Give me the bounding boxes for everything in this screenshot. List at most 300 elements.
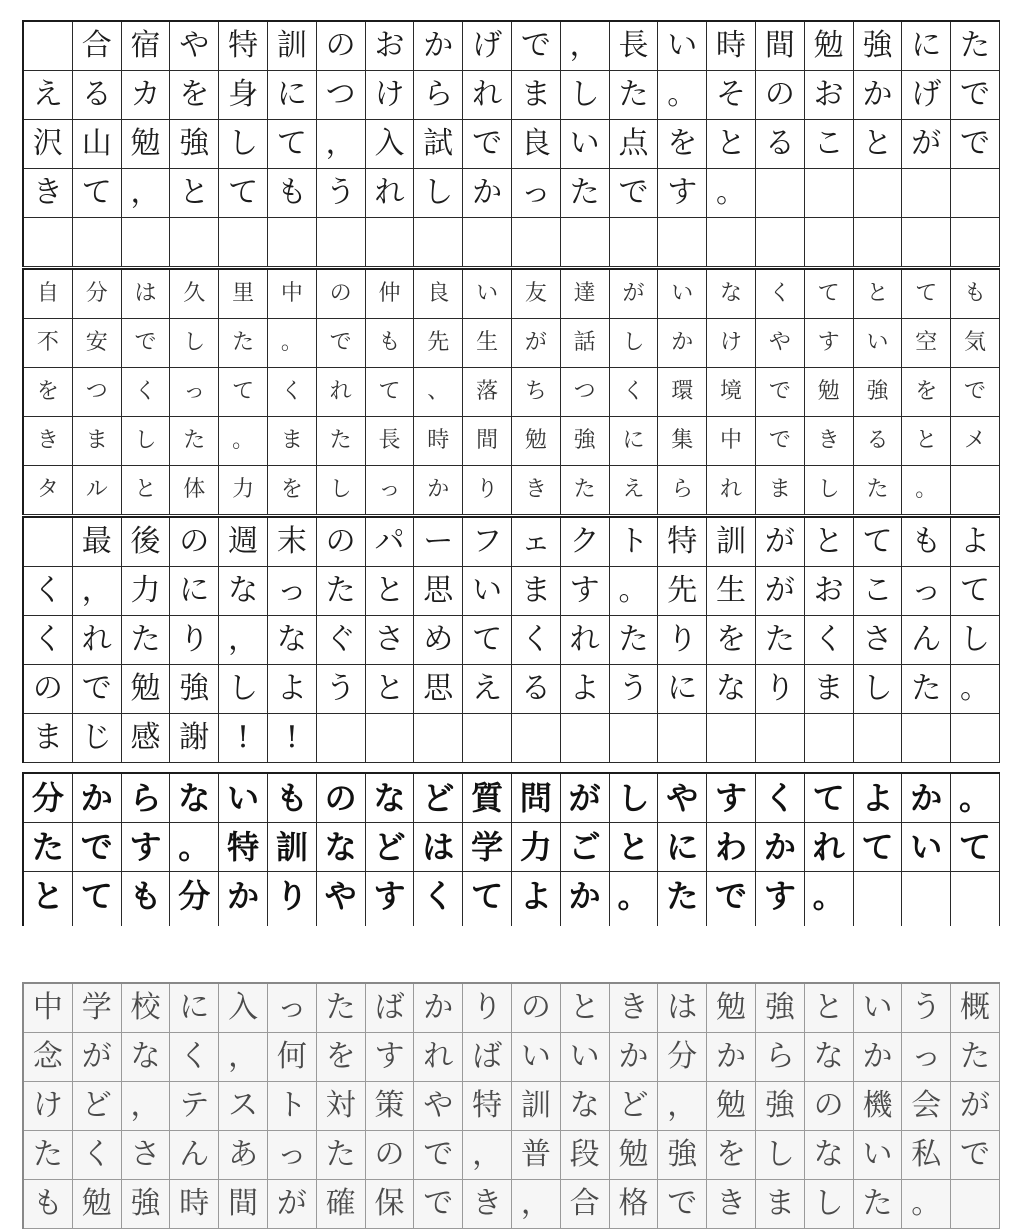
grid-cell <box>561 218 610 266</box>
grid-cell: に <box>658 823 707 871</box>
grid-cell: も <box>268 774 317 822</box>
grid-cell: で <box>951 1131 1000 1179</box>
grid-cell: よ <box>854 774 903 822</box>
grid-cell: に <box>658 665 707 713</box>
grid-cell: あ <box>219 1131 268 1179</box>
grid-cell: 勉 <box>122 120 171 168</box>
grid-cell: さ <box>854 616 903 664</box>
essay-sheet-3 <box>22 516 1000 763</box>
grid-cell <box>756 714 805 762</box>
grid-cell <box>512 218 561 266</box>
grid-cell: な <box>219 567 268 615</box>
essay-sheet-5 <box>22 982 1000 1229</box>
grid-cell <box>902 169 951 217</box>
grid-cell: げ <box>902 71 951 119</box>
grid-cell: え <box>610 466 659 514</box>
grid-cell: フ <box>463 518 512 566</box>
grid-cell <box>854 714 903 762</box>
grid-cell: 集 <box>658 417 707 465</box>
grid-cell: い <box>854 984 903 1032</box>
grid-cell: 感 <box>122 714 171 762</box>
grid-cell: で <box>658 1180 707 1228</box>
grid-cell: や <box>756 319 805 367</box>
grid-cell <box>512 714 561 762</box>
grid-cell: し <box>854 665 903 713</box>
grid-cell: い <box>902 823 951 871</box>
grid-cell: 安 <box>73 319 122 367</box>
grid-cell: す <box>366 1033 415 1081</box>
grid-cell: し <box>561 71 610 119</box>
grid-cell: よ <box>268 665 317 713</box>
grid-cell <box>951 872 1000 920</box>
grid-cell: か <box>756 823 805 871</box>
grid-cell: 時 <box>707 22 756 70</box>
grid-cell: ル <box>73 466 122 514</box>
grid-cell: き <box>805 417 854 465</box>
grid-cell: す <box>122 823 171 871</box>
grid-cell: う <box>902 984 951 1032</box>
grid-cell: で <box>756 417 805 465</box>
grid-cell <box>951 1180 1000 1228</box>
grid-row <box>24 984 1000 1033</box>
grid-cell: も <box>366 319 415 367</box>
grid-cell <box>854 872 903 920</box>
grid-sheet-3 <box>22 516 1000 763</box>
grid-cell: 思 <box>414 567 463 615</box>
grid-cell: ， <box>219 616 268 664</box>
grid-row <box>24 518 1000 567</box>
grid-cell: の <box>24 665 73 713</box>
grid-cell: 友 <box>512 270 561 318</box>
grid-cell: て <box>219 169 268 217</box>
grid-cell <box>805 169 854 217</box>
grid-cell: か <box>73 774 122 822</box>
grid-cell: ， <box>73 567 122 615</box>
grid-cell: う <box>610 665 659 713</box>
grid-cell: い <box>658 22 707 70</box>
grid-cell <box>658 218 707 266</box>
grid-cell: で <box>512 22 561 70</box>
grid-cell: 中 <box>24 984 73 1032</box>
grid-cell: な <box>268 616 317 664</box>
grid-cell: き <box>24 417 73 465</box>
grid-cell <box>951 466 1000 514</box>
grid-cell: な <box>122 1033 171 1081</box>
grid-cell: て <box>902 270 951 318</box>
grid-cell: 特 <box>463 1082 512 1130</box>
grid-cell: る <box>512 665 561 713</box>
grid-cell: り <box>170 616 219 664</box>
grid-cell <box>707 218 756 266</box>
grid-cell: し <box>951 616 1000 664</box>
grid-cell: 強 <box>122 1180 171 1228</box>
grid-cell: ち <box>512 368 561 416</box>
grid-cell: は <box>122 270 171 318</box>
grid-cell: 対 <box>317 1082 366 1130</box>
grid-cell: ， <box>463 1131 512 1179</box>
grid-cell: 長 <box>366 417 415 465</box>
grid-cell: 訓 <box>707 518 756 566</box>
grid-cell: っ <box>902 1033 951 1081</box>
grid-row <box>24 319 1000 368</box>
grid-cell: な <box>317 823 366 871</box>
grid-cell <box>561 714 610 762</box>
grid-row <box>24 22 1000 71</box>
grid-cell: ， <box>512 1180 561 1228</box>
grid-sheet-2 <box>22 268 1000 515</box>
grid-cell: ， <box>658 1082 707 1130</box>
grid-cell: り <box>756 665 805 713</box>
grid-cell: て <box>366 368 415 416</box>
grid-cell: け <box>707 319 756 367</box>
grid-row <box>24 665 1000 714</box>
grid-cell: 点 <box>610 120 659 168</box>
grid-cell: 。 <box>658 71 707 119</box>
grid-cell: 強 <box>170 120 219 168</box>
grid-cell <box>951 169 1000 217</box>
grid-cell: た <box>756 616 805 664</box>
grid-cell: え <box>463 665 512 713</box>
grid-cell: る <box>854 417 903 465</box>
grid-cell: 体 <box>170 466 219 514</box>
grid-cell: 、 <box>414 368 463 416</box>
grid-cell <box>463 714 512 762</box>
grid-stub <box>170 918 219 926</box>
grid-cell: れ <box>463 71 512 119</box>
grid-cell: 訓 <box>268 22 317 70</box>
grid-cell: や <box>658 774 707 822</box>
grid-cell <box>366 714 415 762</box>
grid-cell: 。 <box>268 319 317 367</box>
grid-cell: を <box>24 368 73 416</box>
grid-cell: が <box>756 518 805 566</box>
grid-row <box>24 1082 1000 1131</box>
grid-cell: て <box>268 120 317 168</box>
grid-cell: 山 <box>73 120 122 168</box>
grid-cell: き <box>610 984 659 1032</box>
grid-cell: 学 <box>463 823 512 871</box>
grid-cell: し <box>219 120 268 168</box>
grid-cell: パ <box>366 518 415 566</box>
grid-cell: 久 <box>170 270 219 318</box>
grid-cell <box>610 218 659 266</box>
grid-cell: ば <box>463 1033 512 1081</box>
grid-cell: 境 <box>707 368 756 416</box>
grid-cell: 時 <box>414 417 463 465</box>
grid-cell: 先 <box>658 567 707 615</box>
grid-stub <box>122 918 171 926</box>
grid-cell: け <box>366 71 415 119</box>
grid-cell: 分 <box>170 872 219 920</box>
grid-cell: う <box>317 665 366 713</box>
grid-cell: 会 <box>902 1082 951 1130</box>
grid-cell: い <box>561 120 610 168</box>
grid-cell: り <box>658 616 707 664</box>
grid-cell: ー <box>414 518 463 566</box>
grid-cell <box>24 22 73 70</box>
grid-cell: 。 <box>951 665 1000 713</box>
grid-cell: ま <box>512 71 561 119</box>
grid-cell: い <box>463 567 512 615</box>
grid-cell: 校 <box>122 984 171 1032</box>
grid-row <box>24 823 1000 872</box>
grid-cell: 策 <box>366 1082 415 1130</box>
grid-cell: 強 <box>561 417 610 465</box>
grid-cell: い <box>219 774 268 822</box>
grid-cell: く <box>24 616 73 664</box>
grid-cell: も <box>24 1180 73 1228</box>
grid-cell: さ <box>122 1131 171 1179</box>
grid-cell: と <box>170 169 219 217</box>
grid-cell: カ <box>122 71 171 119</box>
grid-cell: メ <box>951 417 1000 465</box>
grid-cell: と <box>122 466 171 514</box>
grid-cell: が <box>73 1033 122 1081</box>
grid-cell: に <box>170 567 219 615</box>
grid-cell: ， <box>122 169 171 217</box>
grid-cell: ェ <box>512 518 561 566</box>
grid-cell: た <box>561 169 610 217</box>
grid-cell: の <box>756 71 805 119</box>
grid-cell: し <box>317 466 366 514</box>
grid-cell: く <box>756 270 805 318</box>
grid-stub <box>658 918 707 926</box>
grid-cell: て <box>463 872 512 920</box>
grid-cell: し <box>805 1180 854 1228</box>
grid-cell: が <box>512 319 561 367</box>
grid-cell: と <box>854 120 903 168</box>
grid-cell: お <box>805 71 854 119</box>
grid-cell: か <box>414 22 463 70</box>
grid-cell: の <box>317 22 366 70</box>
grid-cell: 問 <box>512 774 561 822</box>
grid-cell: 勉 <box>707 1082 756 1130</box>
grid-cell <box>24 218 73 266</box>
grid-cell: る <box>73 71 122 119</box>
grid-cell: と <box>805 984 854 1032</box>
grid-cell: た <box>951 22 1000 70</box>
grid-cell: く <box>170 1033 219 1081</box>
grid-cell: 力 <box>219 466 268 514</box>
grid-cell: ら <box>756 1033 805 1081</box>
grid-cell: 自 <box>24 270 73 318</box>
grid-cell: ト <box>268 1082 317 1130</box>
grid-stub <box>951 918 1000 926</box>
grid-cell: ま <box>268 417 317 465</box>
grid-cell: ど <box>610 1082 659 1130</box>
grid-cell: 確 <box>317 1180 366 1228</box>
grid-stub <box>219 918 268 926</box>
grid-cell: っ <box>902 567 951 615</box>
grid-cell: 強 <box>658 1131 707 1179</box>
grid-cell: 念 <box>24 1033 73 1081</box>
grid-cell: す <box>707 774 756 822</box>
grid-cell: 試 <box>414 120 463 168</box>
grid-cell: や <box>170 22 219 70</box>
grid-cell: ! <box>268 714 317 762</box>
grid-stub <box>756 918 805 926</box>
grid-cell: な <box>805 1033 854 1081</box>
grid-cell: れ <box>73 616 122 664</box>
grid-cell: よ <box>561 665 610 713</box>
grid-row <box>24 1033 1000 1082</box>
grid-cell: 強 <box>854 22 903 70</box>
grid-cell: 週 <box>219 518 268 566</box>
grid-cell: こ <box>854 567 903 615</box>
grid-cell: き <box>463 1180 512 1228</box>
grid-cell <box>414 714 463 762</box>
grid-cell: う <box>317 169 366 217</box>
grid-cell: 力 <box>512 823 561 871</box>
grid-cell: め <box>414 616 463 664</box>
grid-cell: 分 <box>24 774 73 822</box>
grid-cell: く <box>805 616 854 664</box>
grid-stub <box>24 918 73 926</box>
grid-cell: く <box>268 368 317 416</box>
grid-cell: 機 <box>854 1082 903 1130</box>
grid-cell: 思 <box>414 665 463 713</box>
grid-cell: か <box>561 872 610 920</box>
grid-cell <box>170 218 219 266</box>
grid-cell: ど <box>414 774 463 822</box>
grid-cell: 。 <box>951 774 1000 822</box>
grid-cell: 強 <box>854 368 903 416</box>
grid-row <box>24 872 1000 920</box>
grid-cell: こ <box>805 120 854 168</box>
grid-cell: す <box>756 872 805 920</box>
grid-cell: で <box>756 368 805 416</box>
grid-cell: ら <box>122 774 171 822</box>
grid-cell: く <box>756 774 805 822</box>
grid-cell: で <box>73 823 122 871</box>
grid-cell: と <box>902 417 951 465</box>
grid-cell: い <box>561 1033 610 1081</box>
grid-cell: 。 <box>902 466 951 514</box>
grid-cell <box>24 518 73 566</box>
grid-cell: 特 <box>219 22 268 70</box>
grid-cell <box>317 714 366 762</box>
grid-cell: 良 <box>512 120 561 168</box>
grid-cell: た <box>24 823 73 871</box>
grid-cell: 合 <box>561 1180 610 1228</box>
grid-row <box>24 218 1000 267</box>
grid-cell: た <box>902 665 951 713</box>
grid-cell: ト <box>610 518 659 566</box>
grid-cell: て <box>854 823 903 871</box>
grid-sheet-1 <box>22 20 1000 267</box>
grid-cell: は <box>414 823 463 871</box>
grid-cell: 話 <box>561 319 610 367</box>
grid-cell: し <box>610 319 659 367</box>
grid-cell: ど <box>366 823 415 871</box>
grid-row <box>24 368 1000 417</box>
grid-cell: 強 <box>756 984 805 1032</box>
grid-cell: て <box>854 518 903 566</box>
grid-cell: 。 <box>219 417 268 465</box>
grid-cell: 末 <box>268 518 317 566</box>
grid-cell: な <box>366 774 415 822</box>
grid-cell: た <box>658 872 707 920</box>
grid-stub <box>707 918 756 926</box>
grid-cell: ど <box>73 1082 122 1130</box>
grid-row <box>24 120 1000 169</box>
grid-cell: そ <box>707 71 756 119</box>
grid-cell: 間 <box>219 1180 268 1228</box>
grid-cell: が <box>268 1180 317 1228</box>
grid-cell: 。 <box>805 872 854 920</box>
grid-cell: れ <box>317 368 366 416</box>
grid-cell: を <box>707 616 756 664</box>
grid-cell: な <box>170 774 219 822</box>
grid-cell: き <box>512 466 561 514</box>
grid-cell: ぐ <box>317 616 366 664</box>
grid-cell: い <box>658 270 707 318</box>
grid-cell: な <box>805 1131 854 1179</box>
grid-cell: ス <box>219 1082 268 1130</box>
grid-stub <box>561 918 610 926</box>
grid-cell: と <box>561 984 610 1032</box>
grid-stubs <box>22 918 1000 926</box>
grid-cell: し <box>170 319 219 367</box>
grid-stub <box>512 918 561 926</box>
grid-cell: を <box>707 1131 756 1179</box>
grid-cell <box>854 218 903 266</box>
grid-cell: い <box>854 319 903 367</box>
grid-cell: や <box>414 1082 463 1130</box>
essay-sheet-4 <box>22 772 1000 920</box>
grid-row <box>24 714 1000 763</box>
grid-cell: ク <box>561 518 610 566</box>
grid-cell: っ <box>268 984 317 1032</box>
grid-cell: で <box>317 319 366 367</box>
grid-cell: お <box>366 22 415 70</box>
grid-cell: も <box>268 169 317 217</box>
grid-cell <box>366 218 415 266</box>
grid-row <box>24 774 1000 823</box>
grid-cell: 勉 <box>805 368 854 416</box>
grid-cell: で <box>122 319 171 367</box>
essay-sheet-1 <box>22 20 1000 267</box>
grid-cell: が <box>951 1082 1000 1130</box>
grid-cell: た <box>170 417 219 465</box>
grid-cell: 分 <box>658 1033 707 1081</box>
grid-row <box>24 1131 1000 1180</box>
grid-stub <box>902 918 951 926</box>
grid-cell: 間 <box>756 22 805 70</box>
grid-cell: ま <box>73 417 122 465</box>
grid-cell: ご <box>561 823 610 871</box>
grid-cell: し <box>610 774 659 822</box>
grid-cell: ま <box>756 466 805 514</box>
grid-cell: ， <box>317 120 366 168</box>
grid-row <box>24 1180 1000 1229</box>
grid-cell: た <box>854 1180 903 1228</box>
grid-cell: き <box>707 1180 756 1228</box>
grid-cell: も <box>951 270 1000 318</box>
grid-cell: 気 <box>951 319 1000 367</box>
grid-cell: 力 <box>122 567 171 615</box>
grid-cell: わ <box>707 823 756 871</box>
grid-stub <box>463 918 512 926</box>
grid-cell: き <box>24 169 73 217</box>
grid-cell: か <box>414 466 463 514</box>
grid-cell: げ <box>463 22 512 70</box>
grid-cell: 不 <box>24 319 73 367</box>
grid-cell: っ <box>366 466 415 514</box>
grid-cell: 時 <box>170 1180 219 1228</box>
grid-stub <box>73 918 122 926</box>
grid-cell: 達 <box>561 270 610 318</box>
